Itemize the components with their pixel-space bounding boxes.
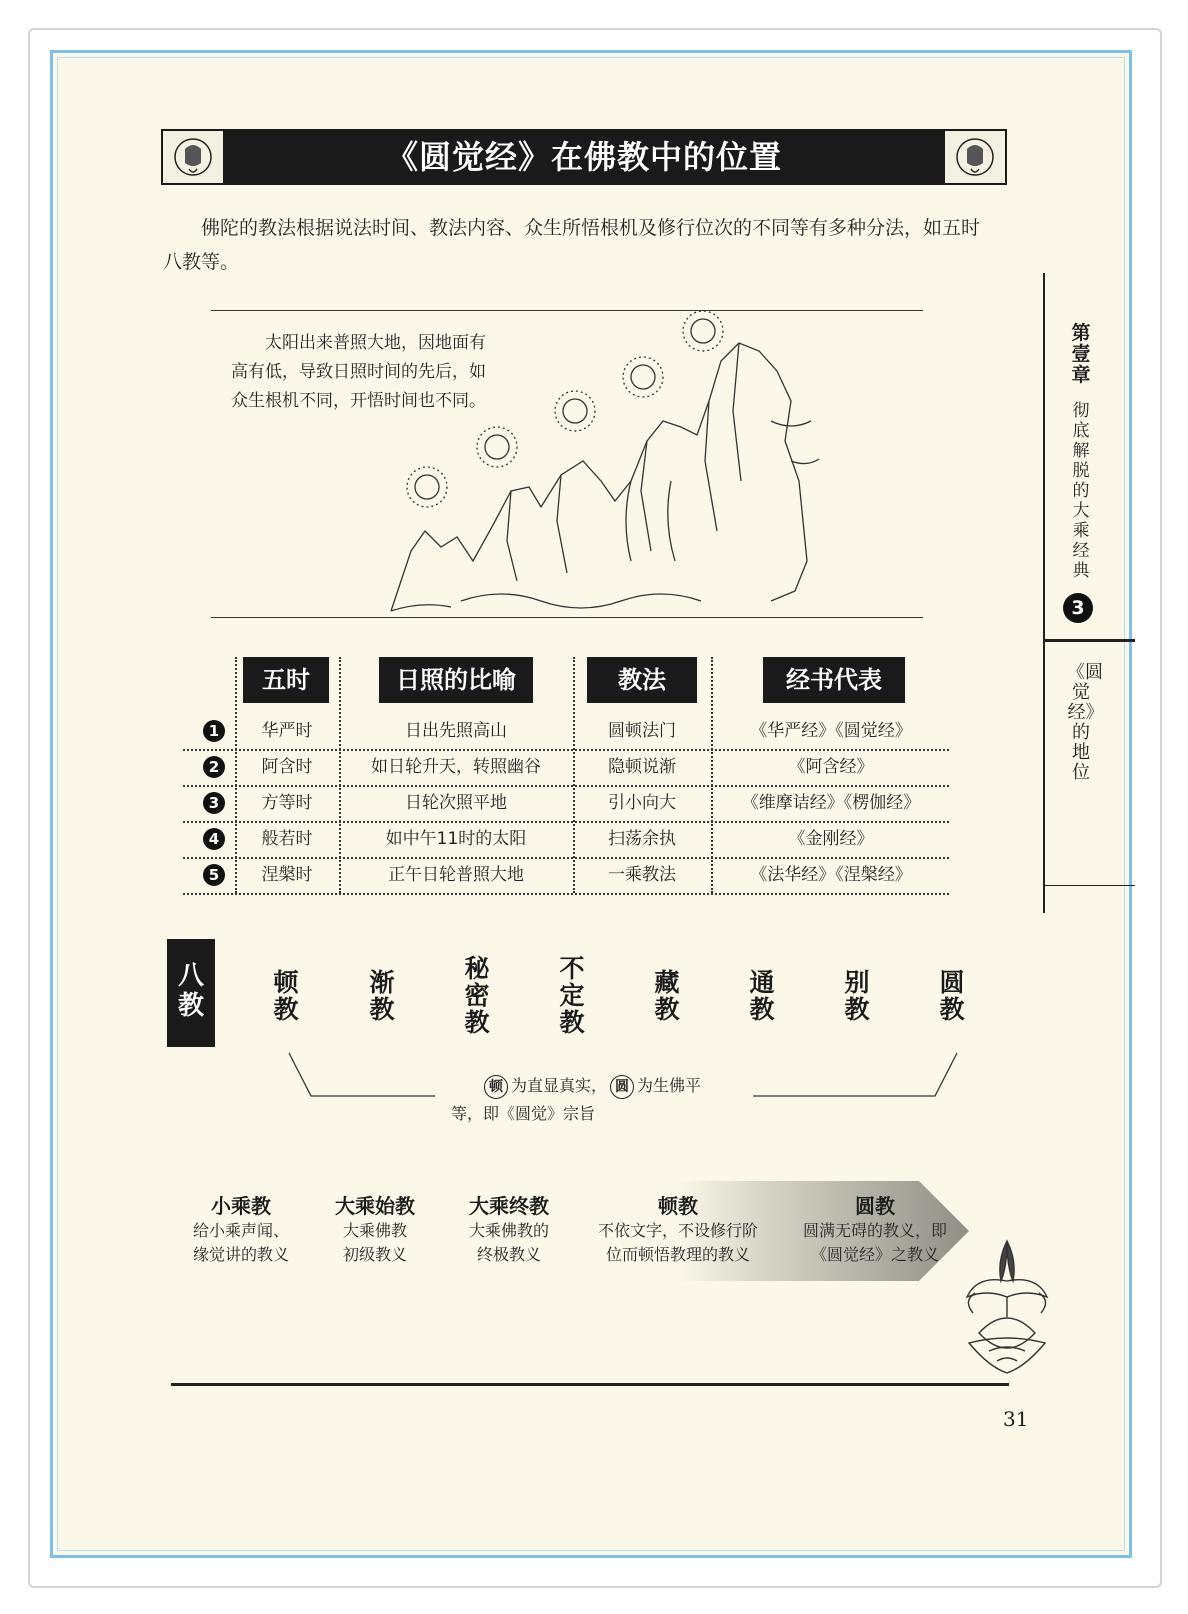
table-header: 经书代表	[763, 657, 905, 703]
chapter-number-badge: 3	[1063, 593, 1093, 623]
step-desc: 缘觉讲的教义	[192, 1245, 289, 1264]
teaching-item: 秘密教	[464, 954, 490, 1037]
table-cell: 涅槃时	[261, 865, 313, 885]
step-desc: 不依文字，不设修行阶	[597, 1221, 758, 1240]
page-number: 31	[1003, 1407, 1029, 1431]
lotus-ornament-icon	[959, 1233, 1055, 1383]
progression-step	[575, 1193, 781, 1267]
table-cell: 方等时	[261, 793, 313, 813]
intro-paragraph: 佛陀的教法根据说法时间、教法内容、众生所悟根机及修行位次的不同等有多种分法，如五时八教等。	[163, 217, 981, 273]
teaching-item: 渐教	[369, 968, 395, 1024]
section-title: 《圆觉经》的地位	[1067, 662, 1103, 783]
table-cell: 一乘教法	[608, 865, 676, 885]
progression-step	[785, 1193, 965, 1267]
step-desc: 终极教义	[476, 1245, 541, 1264]
row-number-badge: 1	[203, 720, 225, 742]
table-cell: 隐顿说渐	[608, 757, 676, 777]
table-cell: 如日轮升天，转照幽谷	[371, 757, 541, 777]
table-cell: 日出先照高山	[405, 721, 507, 741]
page-frame	[50, 50, 1132, 1558]
row-number-badge: 2	[203, 756, 225, 778]
teaching-item: 藏教	[654, 968, 680, 1024]
table-header: 教法	[587, 657, 697, 703]
page-title: 《圆觉经》在佛教中的位置	[385, 138, 782, 176]
step-desc: 大乘佛教	[342, 1221, 407, 1240]
chapter-title: 彻底解脱的大乘经典	[1072, 401, 1090, 581]
table-cell: 如中午11时的太阳	[385, 829, 527, 849]
step-desc: 位而顿悟教理的教义	[605, 1245, 750, 1264]
step-desc: 初级教义	[342, 1245, 407, 1264]
step-title: 小乘教	[211, 1194, 271, 1218]
table-cell: 阿含时	[261, 757, 313, 777]
row-number-badge: 5	[203, 864, 225, 886]
teaching-item: 别教	[844, 968, 870, 1024]
teaching-item: 顿教	[273, 968, 299, 1024]
table-cell: 扫荡余执	[608, 829, 676, 849]
table-cell: 《维摩诘经》《楞伽经》	[741, 793, 921, 813]
teaching-item: 不定教	[559, 954, 585, 1037]
chapter-label: 第壹章	[1071, 322, 1091, 386]
footer-rule	[171, 1383, 1009, 1386]
progression-step	[175, 1193, 307, 1267]
step-title: 顿教	[658, 1194, 698, 1218]
teaching-note-line2: 等，即《圆觉》宗旨	[451, 1104, 596, 1123]
table-cell: 日轮次照平地	[405, 793, 507, 813]
step-desc: 《圆觉经》之教义	[810, 1245, 939, 1264]
teaching-item: 通教	[749, 968, 775, 1024]
step-desc: 大乘佛教的	[468, 1221, 549, 1240]
table-cell: 圆顿法门	[608, 721, 676, 741]
eight-teachings-label: 八教	[167, 939, 215, 1047]
table-header: 五时	[243, 657, 329, 703]
row-number-badge: 4	[203, 828, 225, 850]
illustration-caption: 太阳出来普照大地，因地面有高有低，导致日照时间的先后，如众生根机不同，开悟时间也不同。	[231, 333, 486, 411]
progression-step	[449, 1193, 569, 1267]
table-cell: 《法华经》《涅槃经》	[750, 865, 912, 885]
dun-circle-icon: 顿	[484, 1075, 508, 1099]
step-desc: 圆满无碍的教义，即	[802, 1221, 947, 1240]
row-number-badge: 3	[203, 792, 225, 814]
table-cell: 《金刚经》	[788, 829, 874, 849]
yuan-circle-icon: 圆	[610, 1075, 634, 1099]
step-title: 大乘终教	[469, 1194, 549, 1218]
teaching-item: 圆教	[939, 968, 965, 1024]
table-cell: 《阿含经》	[788, 757, 874, 777]
book-page	[53, 53, 1135, 1561]
step-desc: 给小乘声闻、	[192, 1221, 289, 1240]
table-header: 日照的比喻	[379, 657, 533, 703]
step-title: 大乘始教	[335, 1194, 415, 1218]
table-cell: 正午日轮普照大地	[388, 865, 524, 885]
table-cell: 华严时	[261, 721, 313, 741]
note-text: 为直显真实，	[511, 1076, 608, 1095]
note-text: 为生佛平	[637, 1076, 702, 1095]
table-cell: 《华严经》《圆觉经》	[750, 721, 912, 741]
table-cell: 般若时	[261, 829, 313, 849]
progression-step	[317, 1193, 433, 1267]
table-cell: 引小向大	[608, 793, 676, 813]
progression-arrow	[53, 53, 1135, 1293]
step-title: 圆教	[855, 1194, 895, 1218]
